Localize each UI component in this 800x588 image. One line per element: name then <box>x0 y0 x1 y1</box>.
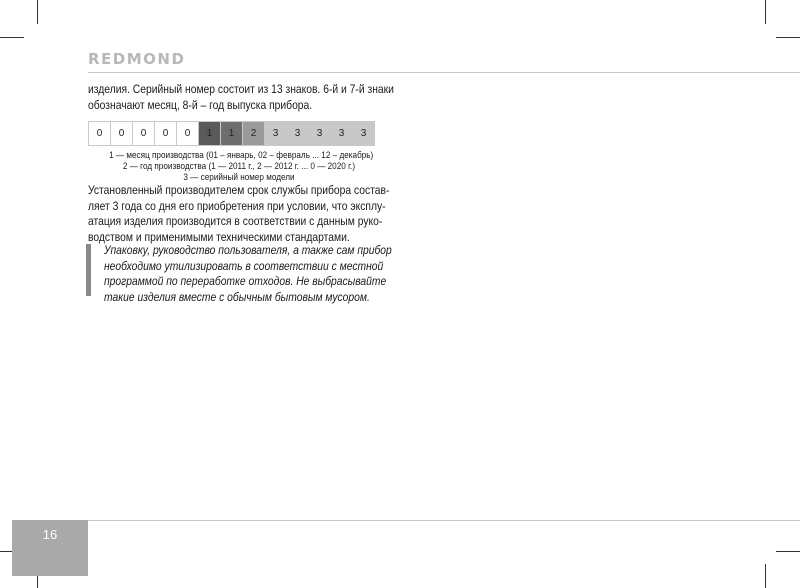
serial-row <box>89 122 375 146</box>
serial-cell: 3 <box>331 122 353 146</box>
serial-cell: 2 <box>243 122 265 146</box>
serial-cell: 3 <box>287 122 309 146</box>
intro-line: изделия. Серийный номер состоит из 13 знаков. 6-й и 7-й знаки <box>88 82 394 96</box>
note-line: такие изделия вместе с обычным бытовым мусором. <box>104 289 370 304</box>
crop-mark <box>37 0 38 24</box>
header-rule <box>88 72 800 73</box>
legend-line: 1 — месяц производства (01 – январь, 02 – февраль ... 12 – декабрь) <box>109 150 374 161</box>
crop-mark <box>765 564 766 588</box>
footer-rule <box>88 520 800 521</box>
legend-line: 3 — серийный номер модели <box>183 172 295 183</box>
serial-cell: 0 <box>177 122 199 146</box>
service-life-paragraph <box>88 183 439 245</box>
note-line: Упаковку, руководство пользователя, а также сам прибор <box>104 243 392 257</box>
intro-paragraph <box>88 82 394 113</box>
serial-number-table <box>88 121 375 146</box>
brand-logo: REDMOND <box>88 50 186 68</box>
note-accent-bar <box>86 244 91 296</box>
crop-mark <box>776 551 800 552</box>
disposal-note <box>104 243 436 305</box>
page-number: 16 <box>42 527 58 542</box>
crop-mark <box>776 37 800 38</box>
service-line: ляет 3 года со дня его приобретения при условии, что эксплу- <box>88 198 386 213</box>
intro-line: обозначают месяц, 8-й – год выпуска прибора. <box>88 97 313 112</box>
serial-cell: 1 <box>221 122 243 146</box>
note-line: программой по переработке отходов. Не выбрасывайте <box>104 274 387 288</box>
service-line: водством и применимыми техническими стандартами. <box>88 229 350 244</box>
serial-cell: 3 <box>265 122 287 146</box>
serial-cell: 3 <box>309 122 331 146</box>
serial-cell: 1 <box>199 122 221 146</box>
serial-cell: 0 <box>155 122 177 146</box>
service-line: атация изделия производится в соответствии с данным руко- <box>88 214 383 228</box>
serial-cell: 0 <box>111 122 133 146</box>
crop-mark <box>0 37 24 38</box>
serial-cell: 0 <box>133 122 155 146</box>
serial-cell: 3 <box>353 122 375 146</box>
note-line: необходимо утилизировать в соответствии с местной <box>104 258 384 273</box>
legend-line: 2 — год производства (1 — 2011 г., 2 — 2012 г. ... 0 — 2020 г.) <box>122 161 356 172</box>
serial-legend <box>88 150 390 183</box>
service-line: Установленный производителем срок службы прибора состав- <box>88 183 390 197</box>
serial-cell: 0 <box>89 122 111 146</box>
crop-mark <box>765 0 766 24</box>
